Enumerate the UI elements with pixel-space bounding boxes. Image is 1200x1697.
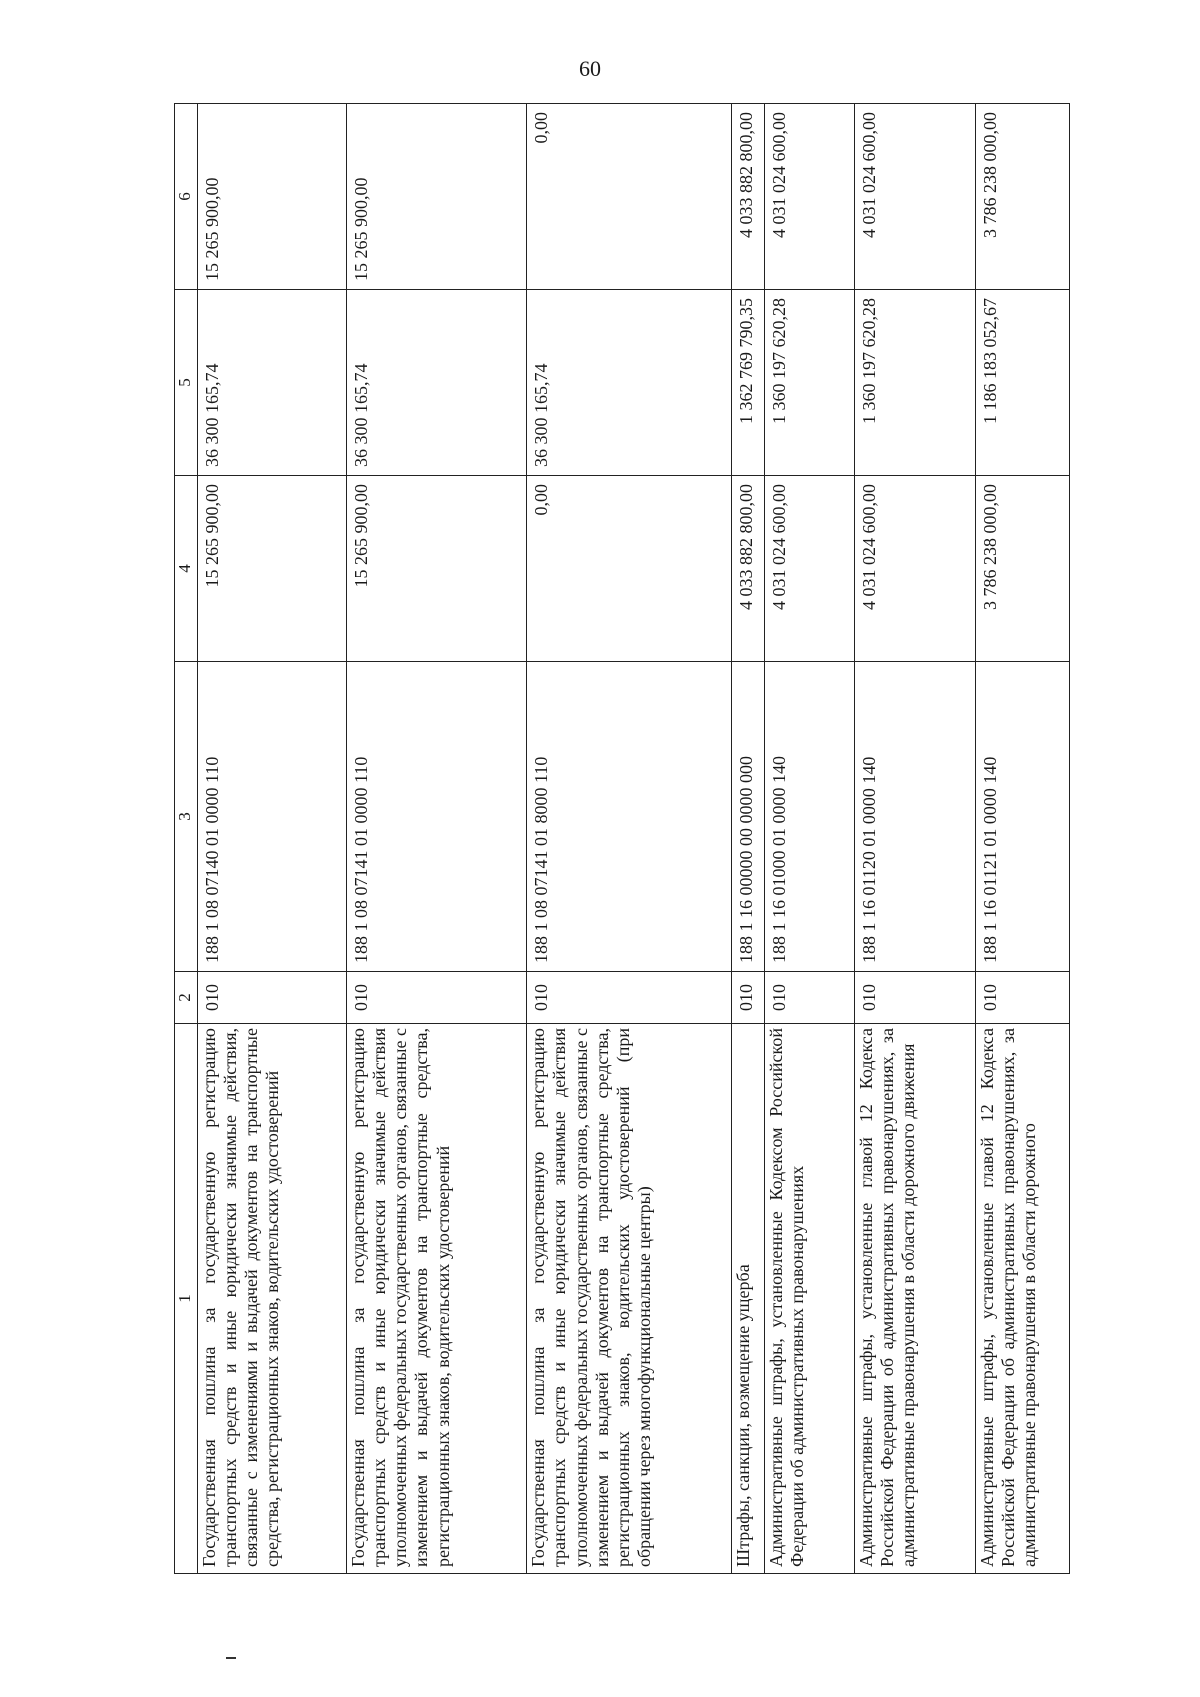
row-amount-col4: 4 031 024 600,00 [764, 476, 854, 662]
row-classifier-code: 188 1 08 07140 01 0000 110 [198, 662, 347, 972]
scan-dash-mark [226, 1657, 236, 1659]
row-classifier-code: 188 1 08 07141 01 0000 110 [347, 662, 527, 972]
row-amount-col6: 4 031 024 600,00 [854, 104, 975, 290]
row-line-code: 010 [731, 972, 764, 1024]
row-amount-col5: 36 300 165,74 [347, 290, 527, 476]
row-classifier-code: 188 1 16 01000 01 0000 140 [764, 662, 854, 972]
row-name: Штрафы, санкции, возмещение ущерба [731, 1024, 764, 1574]
row-amount-col5: 1 186 183 052,67 [975, 290, 1069, 476]
table-row [975, 104, 1069, 1574]
row-line-code: 010 [527, 972, 731, 1024]
row-line-code: 010 [764, 972, 854, 1024]
row-amount-col4: 3 786 238 000,00 [975, 476, 1069, 662]
row-name: Государственная пошлина за государственную регистрацию транспортных средств и иные юридически значимые действия уполномоченных федеральных государственных органов, связанные с изменением и выдачей документов на транспортные средства, регистрационных знаков, водительских удостоверений (при обращении через многофункциональные центры) [527, 1024, 731, 1574]
table-row [764, 104, 854, 1574]
row-classifier-code: 188 1 16 01120 01 0000 140 [854, 662, 975, 972]
page-number: 60 [579, 56, 601, 81]
row-amount-col6: 15 265 900,00 [198, 104, 347, 290]
table-row [198, 104, 347, 1574]
row-name: Административные штрафы, установленные главой 12 Кодекса Российской Федерации об административных правонарушениях, за административные правонарушения в области дорожного движения [854, 1024, 975, 1574]
row-name: Государственная пошлина за государственную регистрацию транспортных средств и иные юридически значимые действия уполномоченных федеральных государственных органов, связанные с изменением и выдачей документов на транспортные средства, регистрационных знаков, водительских удостоверений [347, 1024, 527, 1574]
row-amount-col4: 4 031 024 600,00 [854, 476, 975, 662]
header-cell-5: 5 [175, 290, 198, 476]
header-cell-4: 4 [175, 476, 198, 662]
row-name: Административные штрафы, установленные главой 12 Кодекса Российской Федерации об административных правонарушениях, за административные правонарушения в области дорожного [975, 1024, 1069, 1574]
row-line-code: 010 [347, 972, 527, 1024]
row-line-code: 010 [198, 972, 347, 1024]
row-amount-col4: 15 265 900,00 [198, 476, 347, 662]
row-amount-col6: 3 786 238 000,00 [975, 104, 1069, 290]
row-amount-col6: 0,00 [527, 104, 731, 290]
table-row [347, 104, 527, 1574]
rotated-table-container [174, 104, 1070, 1574]
row-amount-col4: 4 033 882 800,00 [731, 476, 764, 662]
row-amount-col6: 15 265 900,00 [347, 104, 527, 290]
row-amount-col4: 15 265 900,00 [347, 476, 527, 662]
row-line-code: 010 [975, 972, 1069, 1024]
row-classifier-code: 188 1 08 07141 01 8000 110 [527, 662, 731, 972]
budget-table [174, 103, 1070, 1574]
header-cell-6: 6 [175, 104, 198, 290]
table-row [854, 104, 975, 1574]
row-classifier-code: 188 1 16 00000 00 0000 000 [731, 662, 764, 972]
row-line-code: 010 [854, 972, 975, 1024]
header-cell-2: 2 [175, 972, 198, 1024]
row-amount-col5: 36 300 165,74 [527, 290, 731, 476]
header-cell-3: 3 [175, 662, 198, 972]
row-amount-col4: 0,00 [527, 476, 731, 662]
row-amount-col6: 4 031 024 600,00 [764, 104, 854, 290]
row-amount-col5: 36 300 165,74 [198, 290, 347, 476]
row-amount-col5: 1 360 197 620,28 [764, 290, 854, 476]
header-row [175, 104, 198, 1574]
row-amount-col6: 4 033 882 800,00 [731, 104, 764, 290]
row-amount-col5: 1 360 197 620,28 [854, 290, 975, 476]
table-row [731, 104, 764, 1574]
row-name: Государственная пошлина за государственную регистрацию транспортных средств и иные юридически значимые действия, связанные с изменениями и выдачей документов на транспортные средства, регистрационных знаков, водительских удостоверений [198, 1024, 347, 1574]
header-cell-1: 1 [175, 1024, 198, 1574]
row-classifier-code: 188 1 16 01121 01 0000 140 [975, 662, 1069, 972]
row-name: Административные штрафы, установленные Кодексом Российской Федерации об административных правонарушениях [764, 1024, 854, 1574]
row-amount-col5: 1 362 769 790,35 [731, 290, 764, 476]
table-row [527, 104, 731, 1574]
